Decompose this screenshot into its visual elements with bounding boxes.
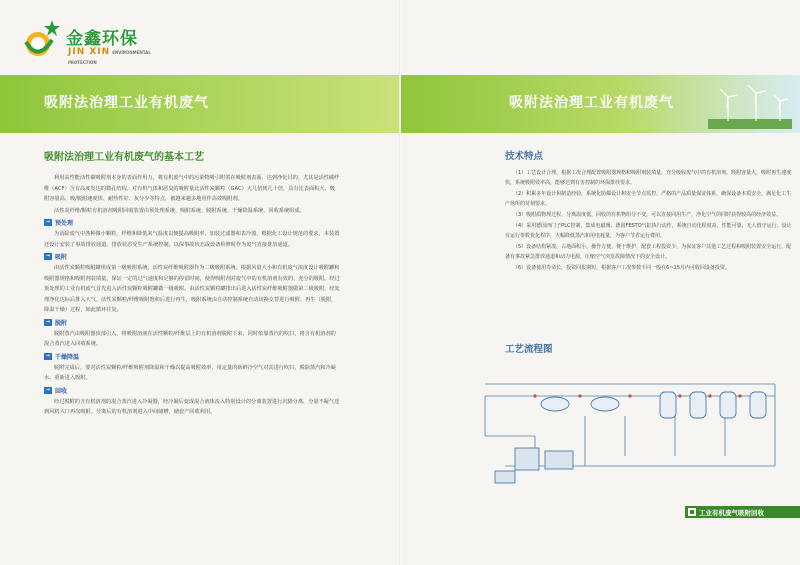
section-title: → 脱附: [45, 318, 68, 327]
square-icon: [688, 508, 696, 516]
section-text: 经过脱附的含有机溶剂的混合蒸汽进入冷凝器，经冷凝后变成混合液体流入特别设计的分离装置进行沉降分离，分量不凝气送到风机入口再次吸附。分离后的有机溶剂进入中间储槽，储套产回收利用。: [44, 398, 340, 415]
left-column: [44, 148, 340, 419]
section-text: 脱附蒸汽由吸附器顶部引入，将吸附溶液在活性颗粒/纤维层上的有机溶剂脱附下来，同时依靠蒸汽的吹扫，将含有机溶剂的混合蒸汽进入回收系统。: [44, 330, 336, 347]
section-title: → 预处理: [45, 219, 74, 227]
brand-logo: [22, 18, 172, 64]
intro-paragraph: 利用高性能活性碳吸附剂本身的表面作用力，将有机废气中的污染物吸引附着在吸附剂表面，达到净化目的。尤其是活性碳纤维（ACF）含有高度发达的微孔结构，对有机气体和恶臭的吸附量比活性炭颗粒（GAC）大几倍到几十倍，具有比表面积大、吸附容量高、吸/脱附速度快、耐热性好、灰分少等特点，被越来越多地用作高效吸附剂。: [44, 175, 340, 202]
left-heading: 吸附法治理工业有机废气的基本工艺: [44, 152, 204, 163]
arrow-icon: →: [45, 386, 51, 393]
footer-label: 工业有机废气吸附回收: [699, 508, 764, 517]
right-banner: [401, 75, 800, 133]
features-heading: 技术特点: [505, 151, 544, 162]
wind-turbine-icon: [708, 81, 792, 129]
feature-item: （6）设备使用寿命长，投资回报期短，根据客户工况参数不同一般在6~15月内可收回设备投资。: [513, 265, 730, 271]
left-banner-title: 吸附法治理工业有机废气: [44, 95, 209, 111]
footer-tag: [685, 506, 800, 518]
process-flow-diagram: [475, 356, 790, 491]
brand-name-en: JIN XIN ENVIRONMENTAL PROTECTION: [68, 47, 151, 65]
arrow-icon: →: [45, 352, 51, 359]
arrow-icon: →: [45, 253, 51, 259]
section-text: 由活性炭颗粒吸附罐组成第一级吸附系统，活性炭纤维吸附器作为二级吸附系统。根据风量大小和有机废气浓度设计吸附罐和吸附器规格和吸附剂装填量，保证一定的过气速度和足够的停留时间，使得吸附剂对废气中的有机溶剂有效的、充分的吸附。经过预处理的工业有机废气首先进入活性炭颗粒吸附罐做一级吸附，由活性炭颗粒罐排出后进入活性炭纤维吸附器做第二级吸附，经处理净化达标后排入大气。活性炭颗粒/纤维吸附饱和后进行再生，吸附系统由自动控制系统自动切换交替进行吸附、再生（脱附，降温干燥）过程，如此循环往复。: [44, 265, 340, 313]
flow-heading: 工艺流程图: [505, 344, 553, 355]
section-text: 脱附完成后，要对活性炭颗粒/纤维吸附剂降温和干燥以提高吸附效率，用定量的新鲜冷空气对其进行吹扫，脱除蒸汽和冷凝水，重新进入吸附。: [44, 364, 336, 381]
intro-paragraph-2: 活性炭纤维/颗粒有机溶剂吸附回收装置由预处理系统、吸附系统、脱附系统、干燥降温系统、回收系统组成。: [54, 207, 305, 214]
arrow-icon: →: [45, 318, 51, 325]
feature-item: （5）设备结构紧凑，占地面积小，操作方便，便于维护，配套工程投资少，为保证客户其他工艺过程和吸附装置安全运行，配备有事故紧急排放通道和动力电源，压缩空气突发故障情况下的安全设计。: [505, 244, 792, 260]
left-banner: [0, 75, 399, 133]
feature-item: （4）采用德国西门子PLC控制，集成电磁阀、德国FESTO气缸执行动作，系统自动化程度高，性能可靠，无人值守运行，设计有运行参数优化程序，大幅降低蒸汽和用电耗量，为客户节省运行费用。: [505, 223, 792, 239]
right-column: [505, 148, 795, 274]
feature-item: （2）积累多年设计和制造经验，系统化防爆设计和安全节点监控，严格的产品质量保证体系，确保设备本质安全，满足化工生产场所的苛刻要求。: [505, 191, 792, 207]
section-text: 为消除废气中各种微小颗粒，纤维和降低来气温度以便提高吸附率，加装过滤器和表冷器，根据化工设计规范的要求，本装置还设计安装了事故排放通道，排放状态受生产系统控制，以保事故状态或设备检修时作为废气直接排放通道。: [44, 231, 340, 248]
section-title: → 回收: [45, 386, 68, 395]
brand-name-cn: 金鑫环保: [66, 29, 138, 49]
section-title: → 干燥降温: [45, 352, 80, 361]
logo-mark-icon: [22, 18, 62, 62]
feature-item: （1）工艺设计合理，根据工况合理配置吸附器规格和吸附剂装填量，充分吸收废气中的有机溶剂，吸附容量大，吸附再生速度快，系统吸附效率高，能够达到有害控制的环保排放要求。: [505, 170, 792, 186]
feature-item: （3）吸附质物理过程，分离温度低，回收的有机物组分不变，可以直接回用生产，净化空气的同时获得较高的经济效益。: [513, 212, 782, 218]
section-title: → 吸附: [45, 253, 68, 261]
arrow-icon: →: [45, 219, 51, 225]
right-banner-title: 吸附法治理工业有机废气: [509, 95, 674, 111]
